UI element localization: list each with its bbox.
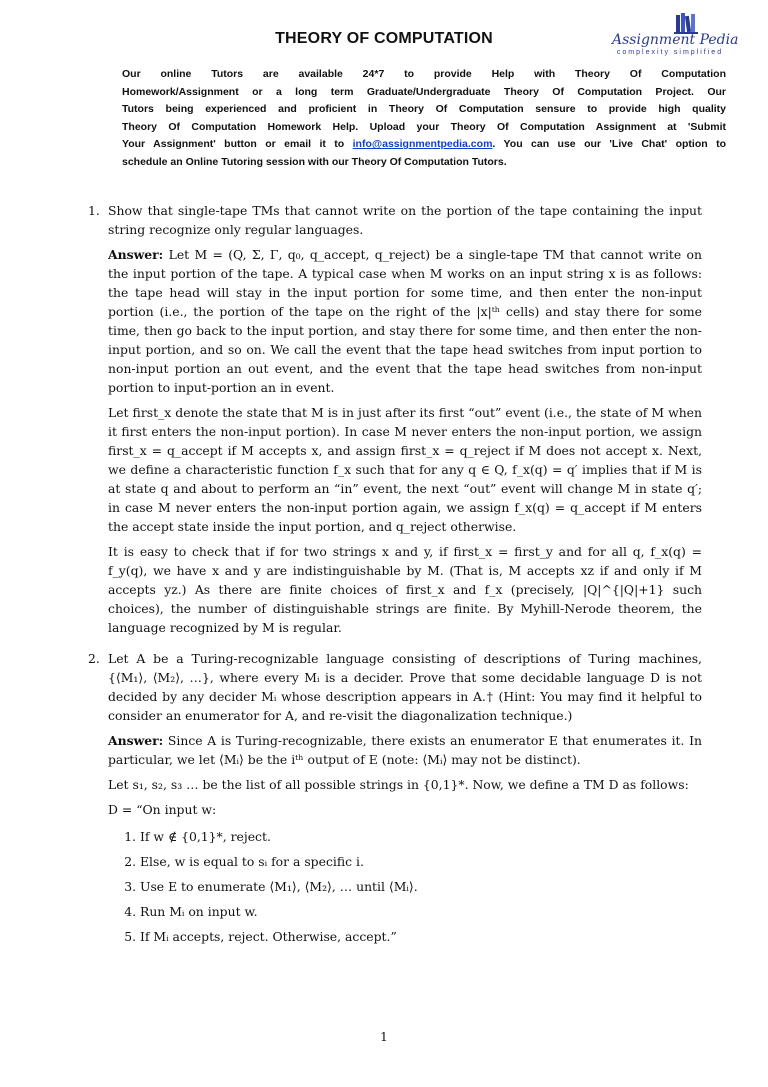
answer-label: Answer: [108, 733, 164, 748]
answer-paragraph [108, 731, 702, 769]
intro-line: Homework/Assignment or a long term Graduate/Undergraduate Theory Of Computation Project. Our [122, 85, 726, 98]
question-text: Show that single-tape TMs that cannot write on the portion of the tape containing the input string recognize only regular languages. [108, 203, 702, 237]
intro-line-text: Your Assignment' button or email it to [122, 138, 345, 151]
intro-line: Our online Tutors are available 24*7 to provide Help with Theory Of Computation [122, 68, 726, 80]
answer-paragraph [108, 245, 702, 397]
intro-line [122, 136, 726, 154]
question-2 [88, 649, 702, 952]
machine-step: 3. Use E to enumerate ⟨M₁⟩, ⟨M₂⟩, … until ⟨Mᵢ⟩. [140, 877, 702, 896]
intro-line: schedule an Online Tutoring session with our Theory Of Computation Tutors. [122, 155, 507, 168]
machine-step: 4. Run Mᵢ on input w. [140, 902, 702, 921]
answer-paragraph: Let s₁, s₂, s₃ … be the list of all possible strings in {0,1}*. Now, we define a TM D as follows: [108, 777, 689, 792]
page-number: 1 [380, 1030, 388, 1044]
answer-text: Since A is Turing-recognizable, there exists an enumerator E that enumerates it. In particular, we let ⟨Mᵢ⟩ be the iᵗʰ output of E (note: ⟨Mᵢ⟩ may not be distinct). [108, 733, 702, 767]
intro-line-text: . You can use our 'Live Chat' option to [492, 138, 726, 151]
machine-definition: D = “On input w: [108, 802, 217, 817]
answer-text: Let M = (Q, Σ, Γ, q₀, q_accept, q_reject) be a single-tape TM that cannot write on the input portion of the tape. A typical case when M works on an input string x is as follows: the tape head will stay in the input portion for some time, and then enter the non-input portion (i.e., the portion of the tape on the right of the |x|ᵗʰ cells) and stay there for some time, then go back to the input portion, and stay there for some time, and then enter the non-input portion, and so on. We call the event that the tape head switches from input portion to non-input portion an out event, and the event that the tape head switches from non-input portion to input-portion an in event. [108, 247, 702, 395]
question-1 [88, 201, 702, 637]
answer-label: Answer: [108, 247, 164, 262]
logo-brand-name: Assignment Pedia [612, 32, 739, 48]
question-number: 1. [88, 203, 100, 218]
machine-step: 2. Else, w is equal to sᵢ for a specific i. [140, 852, 702, 871]
machine-step: 5. If Mᵢ accepts, reject. Otherwise, accept.” [140, 927, 702, 946]
answer-paragraph: Let first_x denote the state that M is in just after its first “out” event (i.e., the state of M when it first enters the non-input portion). In case M never enters the non-input portion, we assign first_x = q_accept if M accepts x, and assign first_x = q_reject if M does not accept x. Next, we define a characteristic function f_x such that for any q ∈ Q, f_x(q) = q′ implies that if M is at state q and about to perform an “in” event, the next “out” event will change M in state q′; in case M never enters the non-input portion again, we assign f_x(q) = q_accept if M enters the accept state inside the input portion, and q_reject otherwise. [108, 405, 702, 534]
logo-tagline: complexity simplified [616, 49, 724, 56]
machine-step: 1. If w ∉ {0,1}*, reject. [140, 827, 702, 846]
intro-line: Theory Of Computation Homework Help. Upload your Theory Of Computation Assignment at 'Submit [122, 120, 726, 133]
assignmentpedia-logo [612, 12, 739, 60]
intro-paragraph [122, 66, 726, 172]
books-icon [674, 12, 698, 34]
machine-steps [108, 827, 702, 946]
question-text: Let A be a Turing-recognizable language consisting of descriptions of Turing machines, {⟨M₁⟩, ⟨M₂⟩, …}, where every Mᵢ is a decider. Prove that some decidable language D is not decided by any decider Mᵢ whose description appears in A.† (Hint: You may find it helpful to consider an enumerator for A, and re-visit the diagonalization technique.) [108, 651, 702, 723]
page-title: THEORY OF COMPUTATION [275, 30, 493, 47]
email-link[interactable]: info@assignmentpedia.com [352, 138, 493, 151]
intro-line: Tutors being experienced and proficient in Theory Of Computation sensure to provide high quality [122, 103, 726, 116]
question-number: 2. [88, 651, 100, 666]
document-body [88, 201, 702, 952]
answer-paragraph: It is easy to check that if for two strings x and y, if first_x = first_y and for all q, f_x(q) = f_y(q), we have x and y are indistinguishable by M. (That is, M accepts xz if and only if M accepts yz.) As there are finite choices of first_x and f_x (precisely, |Q|^{|Q|+1} such choices), the number of distinguishable strings are finite. By Myhill-Nerode theorem, the language recognized by M is regular. [108, 544, 702, 635]
